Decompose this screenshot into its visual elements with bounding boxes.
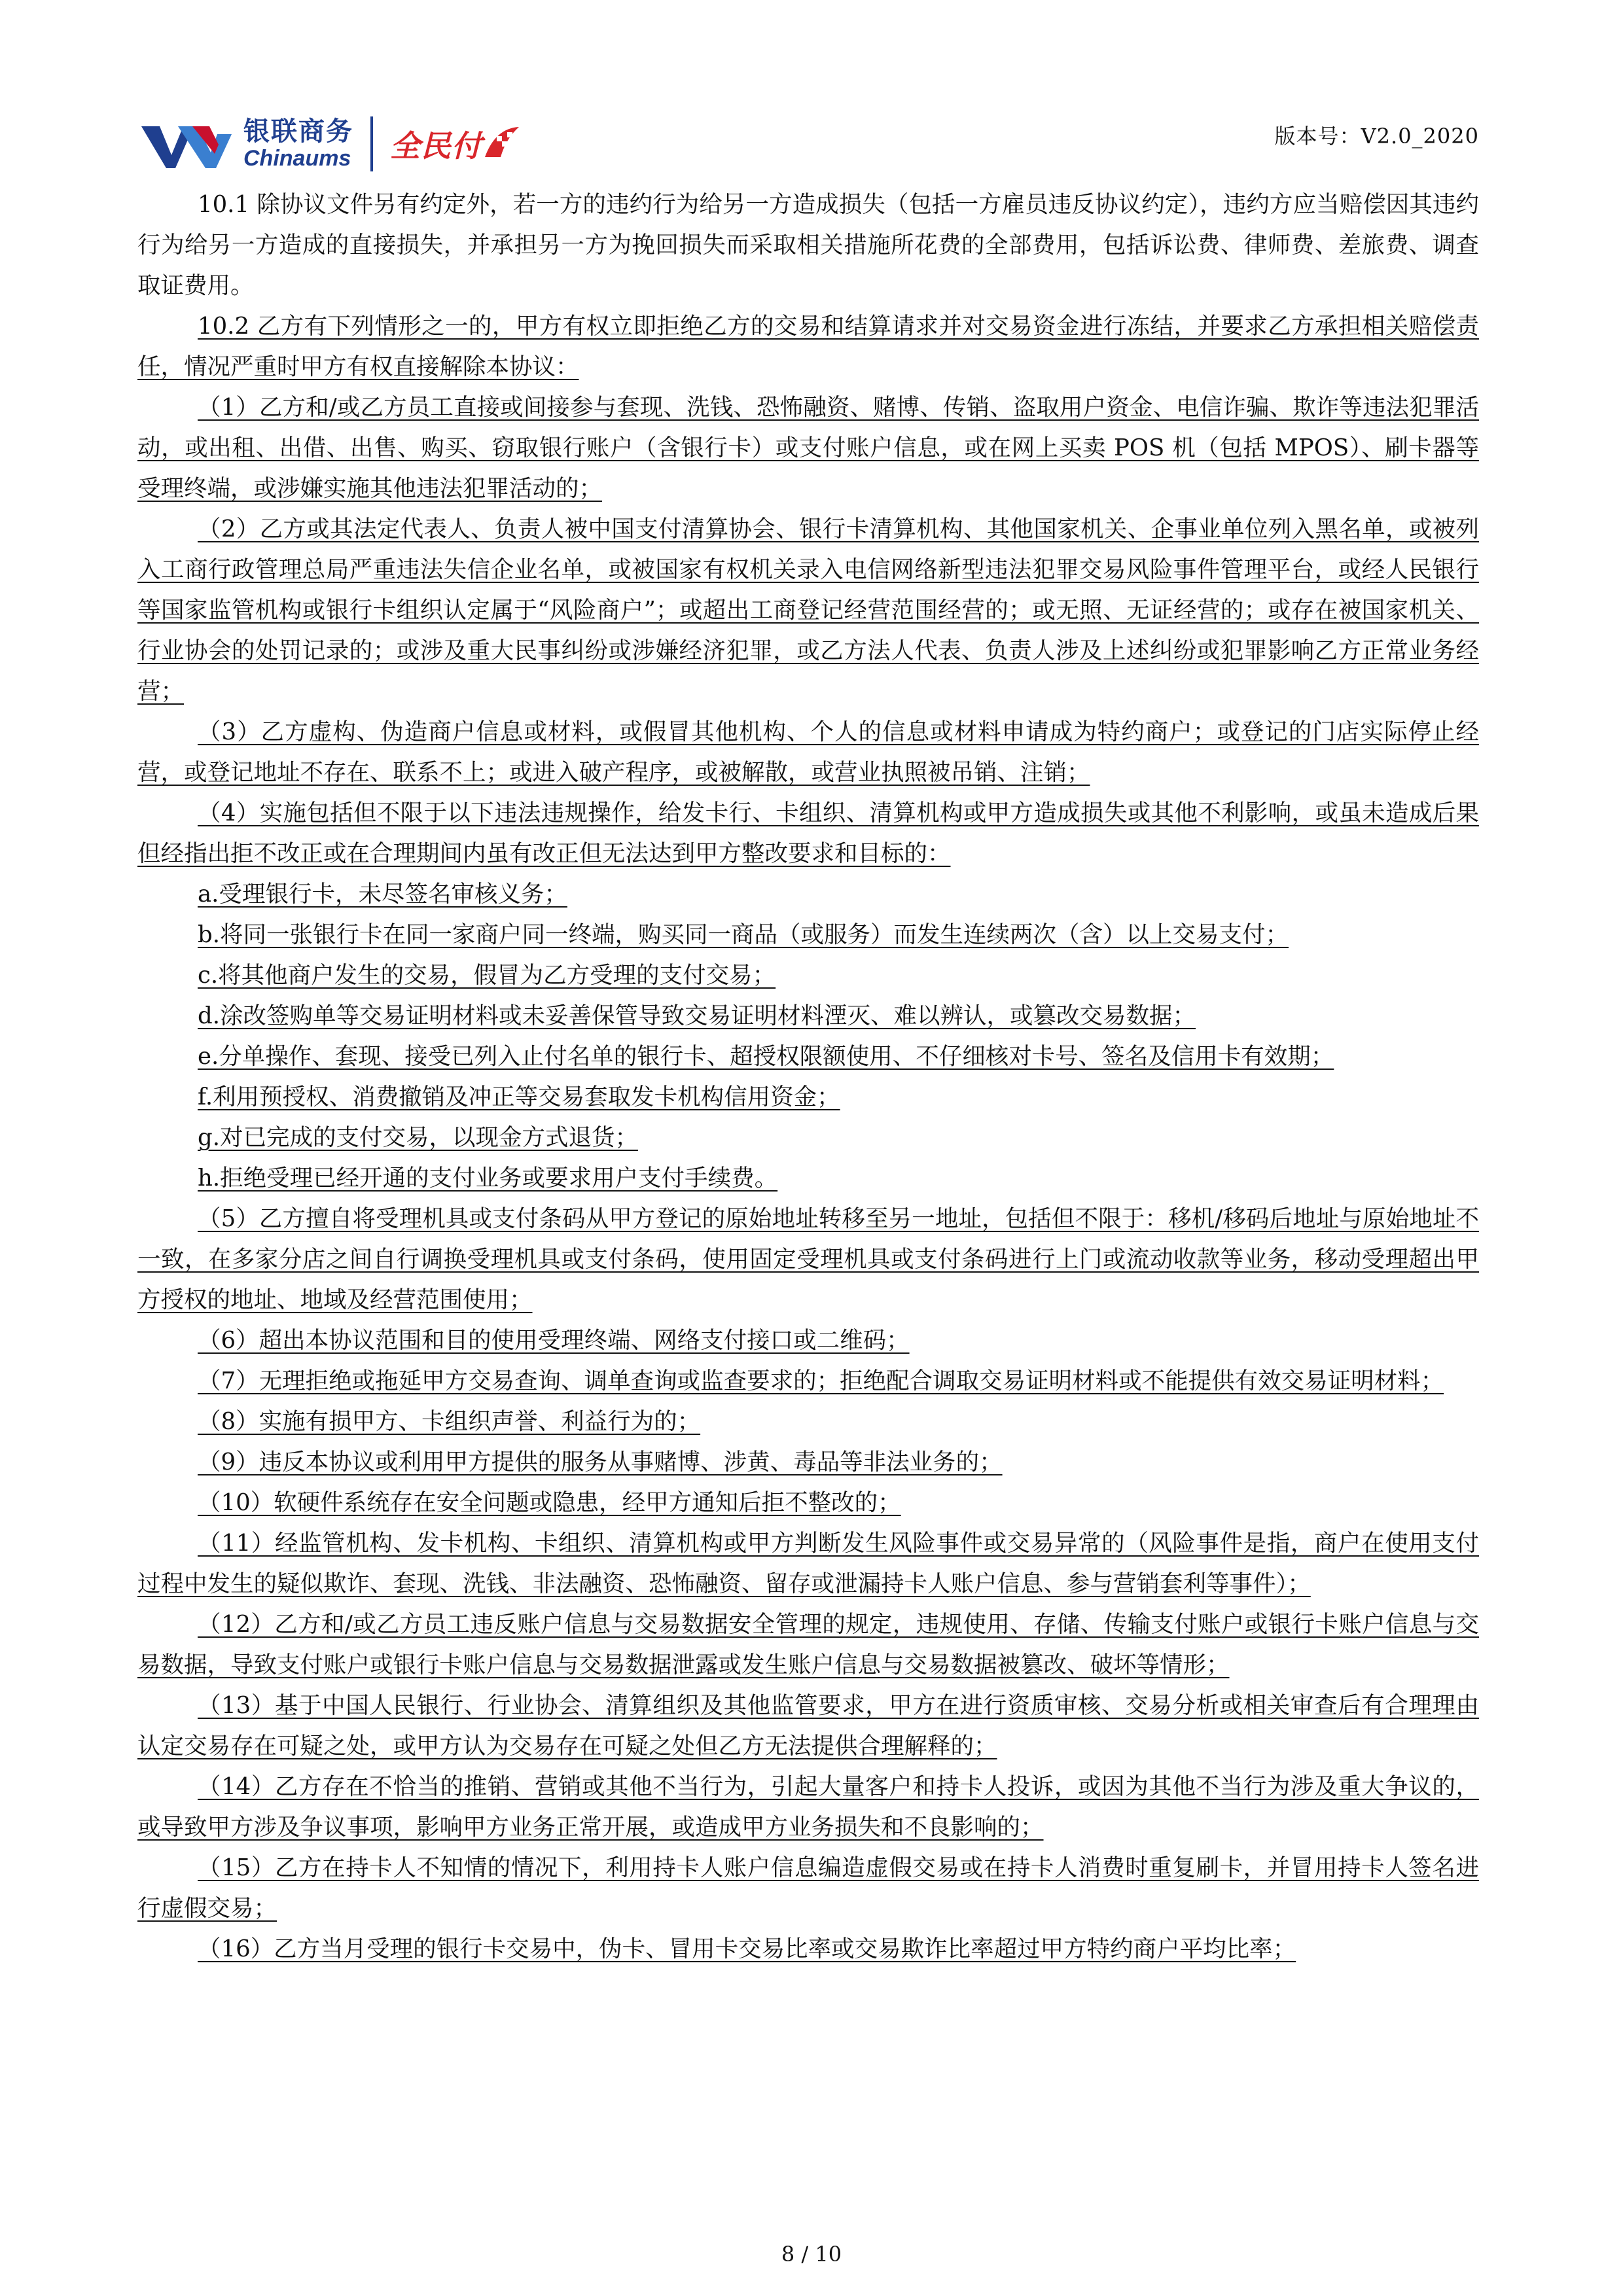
clause-text: e.分单操作、套现、接受已列入止付名单的银行卡、超授权限额使用、不仔细核对卡号、签名及信用卡有效期； <box>198 1043 1334 1070</box>
contract-clause <box>137 1442 1479 1483</box>
contract-clause <box>137 1402 1479 1442</box>
contract-clause <box>137 915 1479 955</box>
logo-divider <box>370 116 373 171</box>
logo-chinese-name: 银联商务 <box>243 116 353 147</box>
clause-text: （1）乙方和/或乙方员工直接或间接参与套现、洗钱、恐怖融资、赌博、传销、盗取用户资金、电信诈骗、欺诈等违法犯罪活动，或出租、出借、出售、购买、窃取银行账户（含银行卡）或支付账户信息，或在网上买卖 POS 机（包括 MPOS）、刷卡器等受理终端，或涉嫌实施其他违法犯罪活动的； <box>137 394 1479 502</box>
clause-text: （3）乙方虚构、伪造商户信息或材料，或假冒其他机构、个人的信息或材料申请成为特约商户；或登记的门店实际停止经营，或登记地址不存在、联系不上；或进入破产程序，或被解散，或营业执照被吊销、注销； <box>137 718 1479 786</box>
clause-text: （15）乙方在持卡人不知情的情况下，利用持卡人账户信息编造虚假交易或在持卡人消费时重复刷卡，并冒用持卡人签名进行虚假交易； <box>137 1854 1479 1922</box>
contract-clause <box>137 1848 1479 1929</box>
contract-clause <box>137 1483 1479 1523</box>
clause-text: f.利用预授权、消费撤销及冲正等交易套取发卡机构信用资金； <box>198 1084 840 1110</box>
clause-text: d.涂改签购单等交易证明材料或未妥善保管导致交易证明材料湮灭、难以辨认，或篡改交易数据； <box>198 1002 1196 1029</box>
clause-text: （9）违反本协议或利用甲方提供的服务从事赌博、涉黄、毒品等非法业务的； <box>198 1449 1003 1475</box>
page-number: 8 / 10 <box>781 2242 842 2267</box>
contract-clause <box>137 1523 1479 1604</box>
contract-clause <box>137 955 1479 996</box>
contract-clause <box>137 1604 1479 1686</box>
clause-text: （7）无理拒绝或拖延甲方交易查询、调单查询或监查要求的；拒绝配合调取交易证明材料或不能提供有效交易证明材料； <box>198 1368 1444 1394</box>
chinaums-logo-icon <box>137 115 236 173</box>
page-header <box>137 108 1479 180</box>
clause-text: （2）乙方或其法定代表人、负责人被中国支付清算协会、银行卡清算机构、其他国家机关、企事业单位列入黑名单，或被列入工商行政管理总局严重违法失信企业名单，或被国家有权机关录入电信网络新型违法犯罪交易风险事件管理平台，或经人民银行等国家监管机构或银行卡组织认定属于“风险商户”；或超出工商登记经营范围经营的；或无照、无证经营的；或存在被国家机关、行业协会的处罚记录的；或涉及重大民事纠纷或涉嫌经济犯罪，或乙方法人代表、负责人涉及上述纠纷或犯罪影响乙方正常业务经营； <box>137 516 1479 705</box>
clause-text: （11）经监管机构、发卡机构、卡组织、清算机构或甲方判断发生风险事件或交易异常的（风险事件是指，商户在使用支付过程中发生的疑似欺诈、套现、洗钱、非法融资、恐怖融资、留存或泄漏持卡人账户信息、参与营销套利等事件）； <box>137 1530 1479 1597</box>
clause-text: （16）乙方当月受理的银行卡交易中，伪卡、冒用卡交易比率或交易欺诈比率超过甲方特约商户平均比率； <box>198 1935 1296 1962</box>
checkered-flag-icon <box>482 124 522 164</box>
clause-text: h.拒绝受理已经开通的支付业务或要求用户支付手续费。 <box>198 1165 778 1192</box>
contract-clause <box>137 793 1479 874</box>
clause-text: 10.1 除协议文件另有约定外，若一方的违约行为给另一方造成损失（包括一方雇员违反协议约定），违约方应当赔偿因其违约行为给另一方造成的直接损失，并承担另一方为挽回损失而采取相关措施所花费的全部费用，包括诉讼费、律师费、差旅费、调查取证费用。 <box>137 191 1479 299</box>
document-body <box>137 185 1479 1969</box>
clause-text: （8）实施有损甲方、卡组织声誉、利益行为的； <box>198 1408 701 1435</box>
contract-clause <box>137 1077 1479 1118</box>
contract-clause <box>137 306 1479 387</box>
clause-text: b.将同一张银行卡在同一家商户同一终端，购买同一商品（或服务）而发生连续两次（含）以上交易支付； <box>198 921 1289 948</box>
clause-text: 10.2 乙方有下列情形之一的，甲方有权立即拒绝乙方的交易和结算请求并对交易资金进行冻结，并要求乙方承担相关赔偿责任，情况严重时甲方有权直接解除本协议： <box>137 313 1479 380</box>
contract-clause <box>137 1158 1479 1199</box>
clause-text: （10）软硬件系统存在安全问题或隐患，经甲方通知后拒不整改的； <box>198 1489 901 1516</box>
contract-clause <box>137 1320 1479 1361</box>
company-logo <box>137 108 522 180</box>
clause-text: （13）基于中国人民银行、行业协会、清算组织及其他监管要求，甲方在进行资质审核、交易分析或相关审查后有合理理由认定交易存在可疑之处，或甲方认为交易存在可疑之处但乙方无法提供合理解释的； <box>137 1692 1479 1759</box>
contract-clause <box>137 874 1479 915</box>
contract-clause <box>137 509 1479 712</box>
clause-text: （4）实施包括但不限于以下违法违规操作，给发卡行、卡组织、清算机构或甲方造成损失或其他不利影响，或虽未造成后果但经指出拒不改正或在合理期间内虽有改正但无法达到甲方整改要求和目标的： <box>137 800 1479 867</box>
contract-clause <box>137 185 1479 306</box>
contract-clause <box>137 1929 1479 1969</box>
clause-text: c.将其他商户发生的交易，假冒为乙方受理的支付交易； <box>198 962 776 989</box>
contract-clause <box>137 1767 1479 1848</box>
clause-text: （14）乙方存在不恰当的推销、营销或其他不当行为，引起大量客户和持卡人投诉，或因为其他不当行为涉及重大争议的，或导致甲方涉及争议事项，影响甲方业务正常开展，或造成甲方业务损失和不良影响的； <box>137 1773 1479 1841</box>
contract-clause <box>137 1118 1479 1158</box>
contract-clause <box>137 1036 1479 1077</box>
logo-english-name: Chinaums <box>243 146 351 171</box>
quanminfu-logo <box>390 122 522 166</box>
contract-clause <box>137 996 1479 1036</box>
contract-clause <box>137 387 1479 509</box>
clause-text: （12）乙方和/或乙方员工违反账户信息与交易数据安全管理的规定，违规使用、存储、传输支付账户或银行卡账户信息与交易数据，导致支付账户或银行卡账户信息与交易数据泄露或发生账户信息与交易数据被篡改、破坏等情形； <box>137 1611 1479 1678</box>
quanminfu-text: 全民付 <box>390 128 482 164</box>
clause-text: （5）乙方擅自将受理机具或支付条码从甲方登记的原始地址转移至另一地址，包括但不限于：移机/移码后地址与原始地址不一致，在多家分店之间自行调换受理机具或支付条码，使用固定受理机具或支付条码进行上门或流动收款等业务，移动受理超出甲方授权的地址、地域及经营范围使用； <box>137 1205 1479 1313</box>
contract-clause <box>137 1686 1479 1767</box>
clause-text: （6）超出本协议范围和目的使用受理终端、网络支付接口或二维码； <box>198 1327 910 1354</box>
clause-text: g.对已完成的支付交易，以现金方式退货； <box>198 1124 639 1151</box>
version-number: 版本号：V2.0_2020 <box>1274 124 1479 149</box>
contract-clause <box>137 1199 1479 1320</box>
contract-clause <box>137 1361 1479 1402</box>
clause-text: a.受理银行卡，未尽签名审核义务； <box>198 881 567 908</box>
contract-clause <box>137 712 1479 793</box>
